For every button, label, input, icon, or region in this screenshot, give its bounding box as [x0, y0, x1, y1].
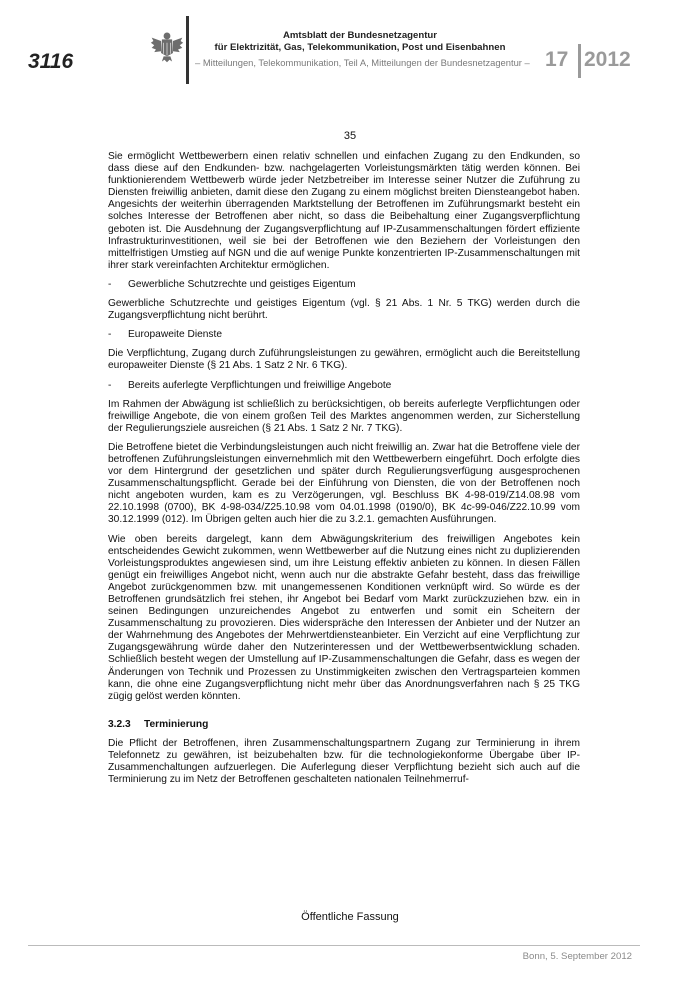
document-page-number: 35 [343, 130, 357, 142]
footer-divider [28, 945, 640, 946]
issue-year: 2012 [584, 48, 631, 71]
journal-title-line2: für Elektrizität, Gas, Telekommunikation, Post und Eisenbahnen [214, 41, 506, 53]
page-number: 3116 [28, 50, 74, 73]
journal-title-line1: Amtsblatt der Bundesnetzagentur [282, 30, 438, 41]
header-divider [186, 16, 189, 84]
paragraph: Die Verpflichtung, Zugang durch Zuführungsleistungen zu gewähren, ermöglicht auch die Bereitstellung europaweiter Dienste (§ 21 Abs. 1 Satz 2 Nr. 6 TKG). [108, 348, 580, 372]
journal-title [190, 30, 530, 53]
paragraph: Gewerbliche Schutzrechte und geistiges Eigentum (vgl. § 21 Abs. 1 Nr. 5 TKG) werden durch die Zugangsverpflichtung nicht berührt. [108, 298, 580, 322]
place-date: Bonn, 5. September 2012 [522, 951, 632, 962]
bullet-item [108, 279, 580, 291]
bullet-dash: - [108, 329, 112, 341]
bullet-dash: - [108, 278, 112, 290]
bullet-item [108, 380, 580, 392]
bullet-item [108, 329, 580, 341]
paragraph: Im Rahmen der Abwägung ist schließlich zu berücksichtigen, ob bereits auferlegte Verpflichtungen oder freiwillige Angebote, die von einem großen Teil des Marktes angenommen werden, zur Sicherstellung der Regulierungsziele ausreichen (§ 21 Abs. 1 Satz 2 Nr. 7 TKG). [108, 398, 580, 434]
bullet-text: Gewerbliche Schutzrechte und geistiges Eigentum [128, 278, 356, 290]
issue-divider [578, 44, 581, 78]
section-heading [108, 719, 580, 731]
journal-subtitle: – Mitteilungen, Telekommunikation, Teil A, Mitteilungen der Bundesnetzagentur – [195, 57, 530, 68]
paragraph: Sie ermöglicht Wettbewerbern einen relativ schnellen und einfachen Zugang zu den Endkunden, so dass diese auf den Endkunden- bzw. nachgelagerten Vorleistungsmärkten tätig werden können. Bei funktionierendem Wettbewerb würde jeder Netzbetreiber im Interesse seiner Nutzer die Zuführung zu Diensten freiwillig anbieten, damit diese den Zugang zu einem möglichst breiten Diensteangebot haben. Angesichts der weiterhin überragenden Marktstellung der Betroffenen im Zuführungsmarkt besteht ein solches Interesse der Betroffenen aber nicht, so dass die Beibehaltung einer Zugangsverpflichtung geboten ist. Die Ausdehnung der Zugangsverpflichtung auf IP-Zusammenschaltungen fördert effiziente Infrastrukturinvestitionen, weil sie bei der Betroffenen wie den Beziehern der Vorleistungen den mittelfristigen Umstieg auf NGN und die auf wenige Punkte konzentrierten IP-Zusammenschaltungen mit ihrer stark vereinfachten Architektur ermöglichen. [108, 151, 580, 271]
bullet-dash: - [108, 379, 112, 391]
section-number: 3.2.3 [108, 718, 131, 730]
paragraph: Die Betroffene bietet die Verbindungsleistungen auch nicht freiwillig an. Zwar hat die Betroffene viele der betroffenen Zuführungsleistungen einvernehmlich mit den Wettbewerbern eingeführt. Doch erfolgte dies vor dem Hintergrund der gesetzlichen und später durch Regulierungsverfügung ausgesprochenen Zusammenschaltungspflicht. Gerade bei der Einführung von Diensten, die von der Betroffenen noch nicht angeboten wurden, kam es zu Verzögerungen, vgl. Beschluss BK 4-98-019/Z14.08.98 vom 22.10.1998 (0700), BK 4-98-034/Z25.10.98 vom 04.01.1998 (0190/0), BK 4c-99-046/Z22.10.99 vom 30.12.1999 (012). Im Übrigen gelten auch hier die zu 3.2.1. gemachten Ausführungen. [108, 441, 580, 526]
document-body [108, 151, 580, 793]
issue-number: 17 [545, 48, 569, 71]
section-title: Terminierung [144, 718, 209, 730]
bullet-text: Bereits auferlegte Verpflichtungen und freiwillige Angebote [128, 379, 392, 391]
paragraph: Die Pflicht der Betroffenen, ihren Zusammenschaltungspartnern Zugang zur Terminierung in ihrem Telefonnetz zu gewähren, ist beizubehalten bzw. für die technologiekonforme Übergabe über IP-Zusammenchaltungen aufzuerlegen. Die Auferlegung dieser Verpflichtung bezieht sich auch auf die Terminierung zu im Netz der Betroffenen geschalteten nationalen Teilnehmerruf- [108, 737, 580, 786]
federal-eagle-icon [150, 30, 184, 64]
paragraph: Wie oben bereits dargelegt, kann dem Abwägungskriterium des freiwilligen Angebotes kein entscheidendes Gewicht zukommen, wenn Wettbewerber auf die Nutzung eines nicht zu duplizierenden Vorleistungsproduktes angewiesen sind, um ihre Leistung effektiv anbieten zu können. In diesen Fällen genügt ein freiwilliges Angebot nicht, wenn auch nur die abstrakte Gefahr besteht, dass das freiwillige Angebot zurückgenommen bzw. mit unangemessenen Konditionen verknüpft wird. So würde es der Betroffenen grundsätzlich frei stehen, ihr Angebot bei Bedarf vom Markt zurückzuziehen bzw. ein in seinen Bedingungen unzureichendes Angebot zu entwerfen und somit ein Scheitern der Zusammenschaltung zu provozieren. Dies widerspräche den Interessen der Anbieter und der Nutzer an der Wahrnehmung des Angebotes der Mehrwertdiensteanbieter. Ein Verzicht auf eine Verpflichtung zur Zugangsgewährung würde daher den Nutzerinteressen und der Wettbewerbsentwicklung schaden. Schließlich besteht wegen der Umstellung auf IP-Zusammenschaltungen die Gefahr, dass es wegen der Änderungen von Technik und Prozessen zu Unstimmigkeiten zwischen den Vertragsparteien kommen kann, die ohne eine Zugangsverpflichtung nicht mehr über das Anordnungsverfahren nach § 25 TKG zügig gelöst werden könnten. [108, 533, 580, 702]
bullet-text: Europaweite Dienste [128, 329, 223, 341]
version-label: Öffentliche Fassung [301, 911, 399, 923]
